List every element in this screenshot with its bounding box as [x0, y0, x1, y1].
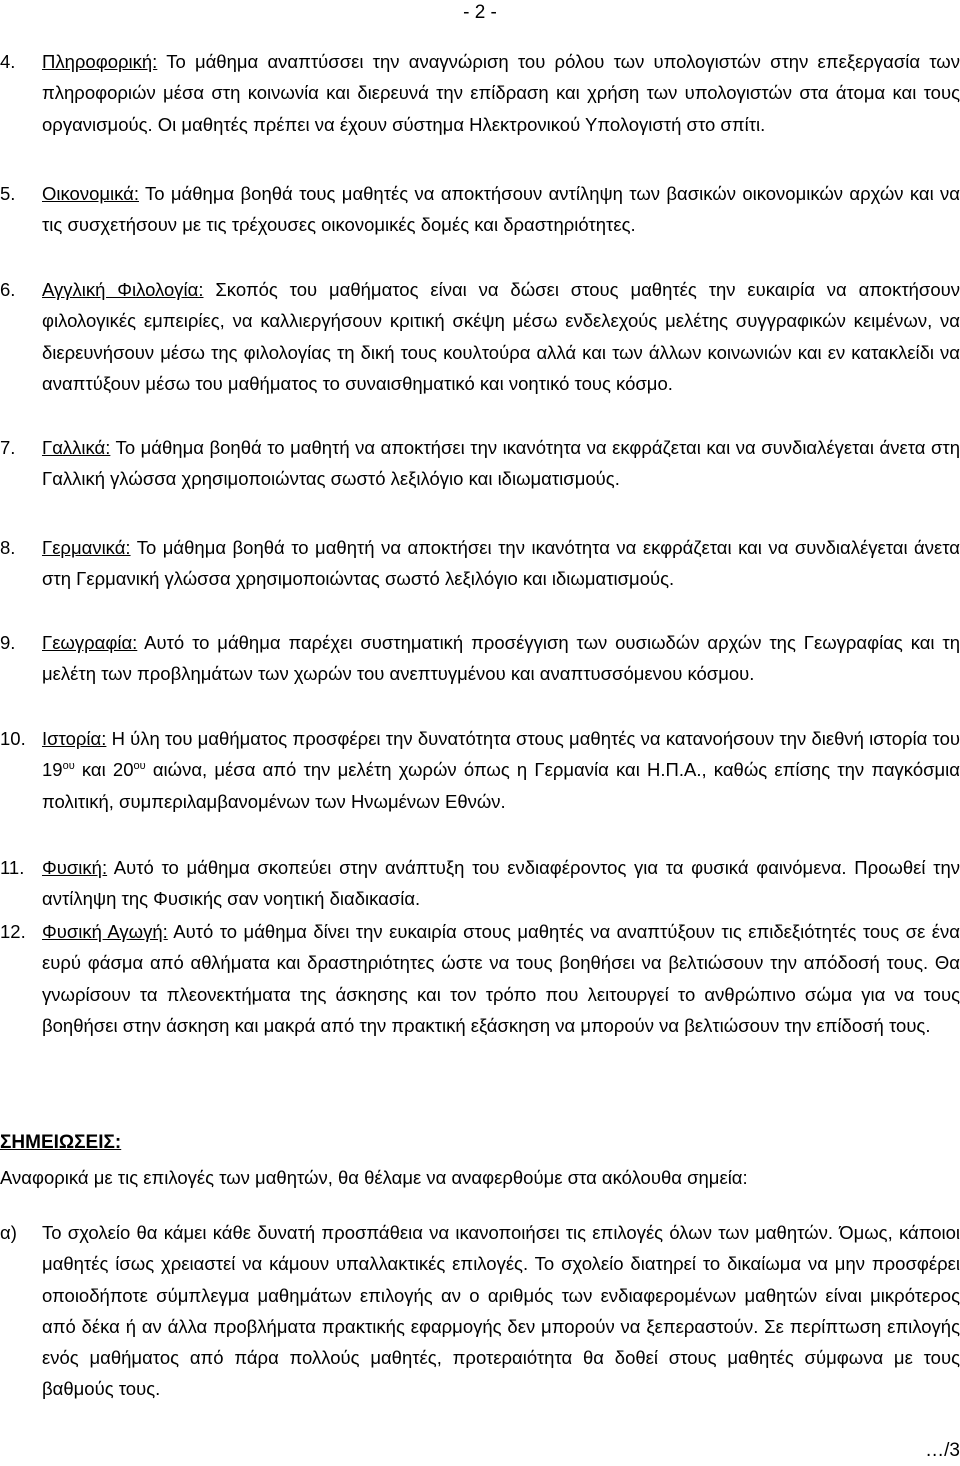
subject-label: Ιστορία: — [42, 728, 107, 749]
item-number: 10. — [0, 728, 26, 749]
subject-description: Το μάθημα βοηθά τους μαθητές να αποκτήσουν αντίληψη των βασικών οικονομικών αρχών και να τις συσχετήσουν με τις τρέχουσες οικονομικές δομές και δραστηριότητες. — [42, 183, 960, 236]
notes-heading: ΣΗΜΕΙΩΣΕΙΣ: — [0, 1132, 122, 1153]
item-text — [42, 723, 960, 817]
ordinal-superscript: ου — [62, 760, 75, 773]
item-number: 9. — [0, 632, 16, 653]
item-text — [42, 532, 960, 595]
subject-label: Γεωγραφία: — [42, 632, 138, 653]
item-number: 4. — [0, 51, 16, 72]
item-text — [42, 178, 960, 241]
note-text: Το σχολείο θα κάμει κάθε δυνατή προσπάθεια να ικανοποιήσει τις επιλογές όλων των μαθητών. Όμως, κάποιοι μαθητές ίσως χρειαστεί να κάμουν υπαλλακτικές επιλογές. Το σχολείο διατηρεί το δικαίωμα να μην προσφέρει οποιοδήποτε σύμπλεγμα μαθημάτων επιλογής αν ο αριθμός των ενδιαφερομένων μαθητών είναι μικρότερος από δέκα ή αν άλλα προβλήματα πρακτικής εφαρμογής δεν μπορούν να ξεπεραστούν. Σε περίπτωση επιλογής ενός μαθήματος από πάρα πολλούς μαθητές, προτεραιότητα θα δοθεί στους μαθητές σύμφωνα με τους βαθμούς τους. — [42, 1222, 960, 1400]
subject-label: Πληροφορική: — [42, 51, 158, 72]
continuation-marker: …/3 — [925, 1440, 960, 1461]
item-number: 7. — [0, 437, 16, 458]
item-text — [42, 916, 960, 1041]
page-number: - 2 - — [463, 2, 497, 23]
subject-description: Αυτό το μάθημα παρέχει συστηματική προσέγγιση των ουσιωδών αρχών της Γεωγραφίας και τη μελέτη των προβλημάτων των χωρών του ανεπτυγμένου και αναπτυσσόμενου κόσμου. — [42, 632, 960, 685]
item-text — [42, 627, 960, 690]
subject-label: Φυσική: — [42, 857, 108, 878]
subject-description: Η ύλη του μαθήματος προσφέρει την δυνατότητα στους μαθητές να κατανοήσουν την διεθνή ιστορία του 19 — [42, 728, 960, 781]
item-text — [42, 852, 960, 915]
subject-label: Οικονομικά: — [42, 183, 139, 204]
subject-label: Φυσική Αγωγή: — [42, 921, 168, 942]
subject-label: Αγγλική Φιλολογία: — [42, 279, 204, 300]
subject-description: Σκοπός του μαθήματος είναι να δώσει στους μαθητές την ευκαιρία να αποκτήσουν φιλολογικές εμπειρίες, να καλλιεργήσουν κριτική σκέψη μέσω ενδελεχούς μελέτης συγγραφικών κειμένων, να διερευνήσουν μέσω της φιλολογίας τη δική τους κουλτούρα αλλά και των άλλων κοινωνιών και εν κατακλείδι να αναπτύξουν μέσω του μαθήματος το συναισθηματικό και νοητικό τους κόσμο. — [42, 279, 960, 394]
ordinal-superscript: ου — [133, 760, 146, 773]
subject-label: Γαλλικά: — [42, 437, 111, 458]
subject-description: Αυτό το μάθημα δίνει την ευκαιρία στους μαθητές να αναπτύξουν τις επιδεξιότητές τους σε ένα ευρύ φάσμα από αθλήματα και δραστηριότητες ώστε να τους βοηθήσει να βελτιώσουν την απόδοσή τους. Θα γνωρίσουν τα πλεονεκτήματα της άσκησης και τον τρόπο που λειτουργεί το ανθρώπινο σώμα για να τους βοηθήσει στην άσκηση και μακρά από την πρακτική εξάσκηση να μπορούν να βελτιώσουν την επίδοσή τους. — [42, 921, 960, 1036]
subject-description-end: αιώνα, μέσα από την μελέτη χωρών όπως η Γερμανία και Η.Π.Α., καθώς επίσης την παγκόσμια πολιτική, συμπεριλαμβανομένων των Ηνωμένων Εθνών. — [42, 759, 960, 812]
item-text — [42, 432, 960, 495]
notes-intro: Αναφορικά με τις επιλογές των μαθητών, θα θέλαμε να αναφερθούμε στα ακόλουθα σημεία: — [0, 1167, 748, 1188]
subject-description: Αυτό το μάθημα σκοπεύει στην ανάπτυξη του ενδιαφέροντος για τα φυσικά φαινόμενα. Προωθεί την αντίληψη της Φυσικής σαν νοητική διαδικασία. — [42, 857, 960, 910]
subject-description: Το μάθημα βοηθά το μαθητή να αποκτήσει την ικανότητα να εκφράζεται και να συνδιαλέγεται άνετα στη Γαλλική γλώσσα χρησιμοποιώντας σωστό λεξιλόγιο και ιδιωματισμούς. — [42, 437, 960, 490]
subject-description: Το μάθημα αναπτύσσει την αναγνώριση του ρόλου των υπολογιστών στην επεξεργασία των πληροφοριών μέσα στη κοινωνία και διερευνά την επίδραση και χρήση των υπολογιστών στα άτομα και τους οργανισμούς. Οι μαθητές πρέπει να έχουν σύστημα Ηλεκτρονικού Υπολογιστή στο σπίτι. — [42, 51, 960, 135]
subject-description-cont: και 20 — [74, 759, 134, 781]
item-number: 6. — [0, 279, 16, 300]
item-number: 8. — [0, 537, 16, 558]
note-letter: α) — [0, 1222, 17, 1243]
item-text — [42, 274, 960, 399]
subject-label: Γερμανικά: — [42, 537, 131, 558]
item-text — [42, 46, 960, 140]
item-number: 11. — [0, 857, 25, 878]
item-number: 12. — [0, 921, 26, 942]
item-number: 5. — [0, 183, 16, 204]
subject-description: Το μάθημα βοηθά το μαθητή να αποκτήσει την ικανότητα να εκφράζεται και να συνδιαλέγεται άνετα στη Γερμανική γλώσσα χρησιμοποιώντας σωστό λεξιλόγιο και ιδιωματισμούς. — [42, 537, 960, 590]
